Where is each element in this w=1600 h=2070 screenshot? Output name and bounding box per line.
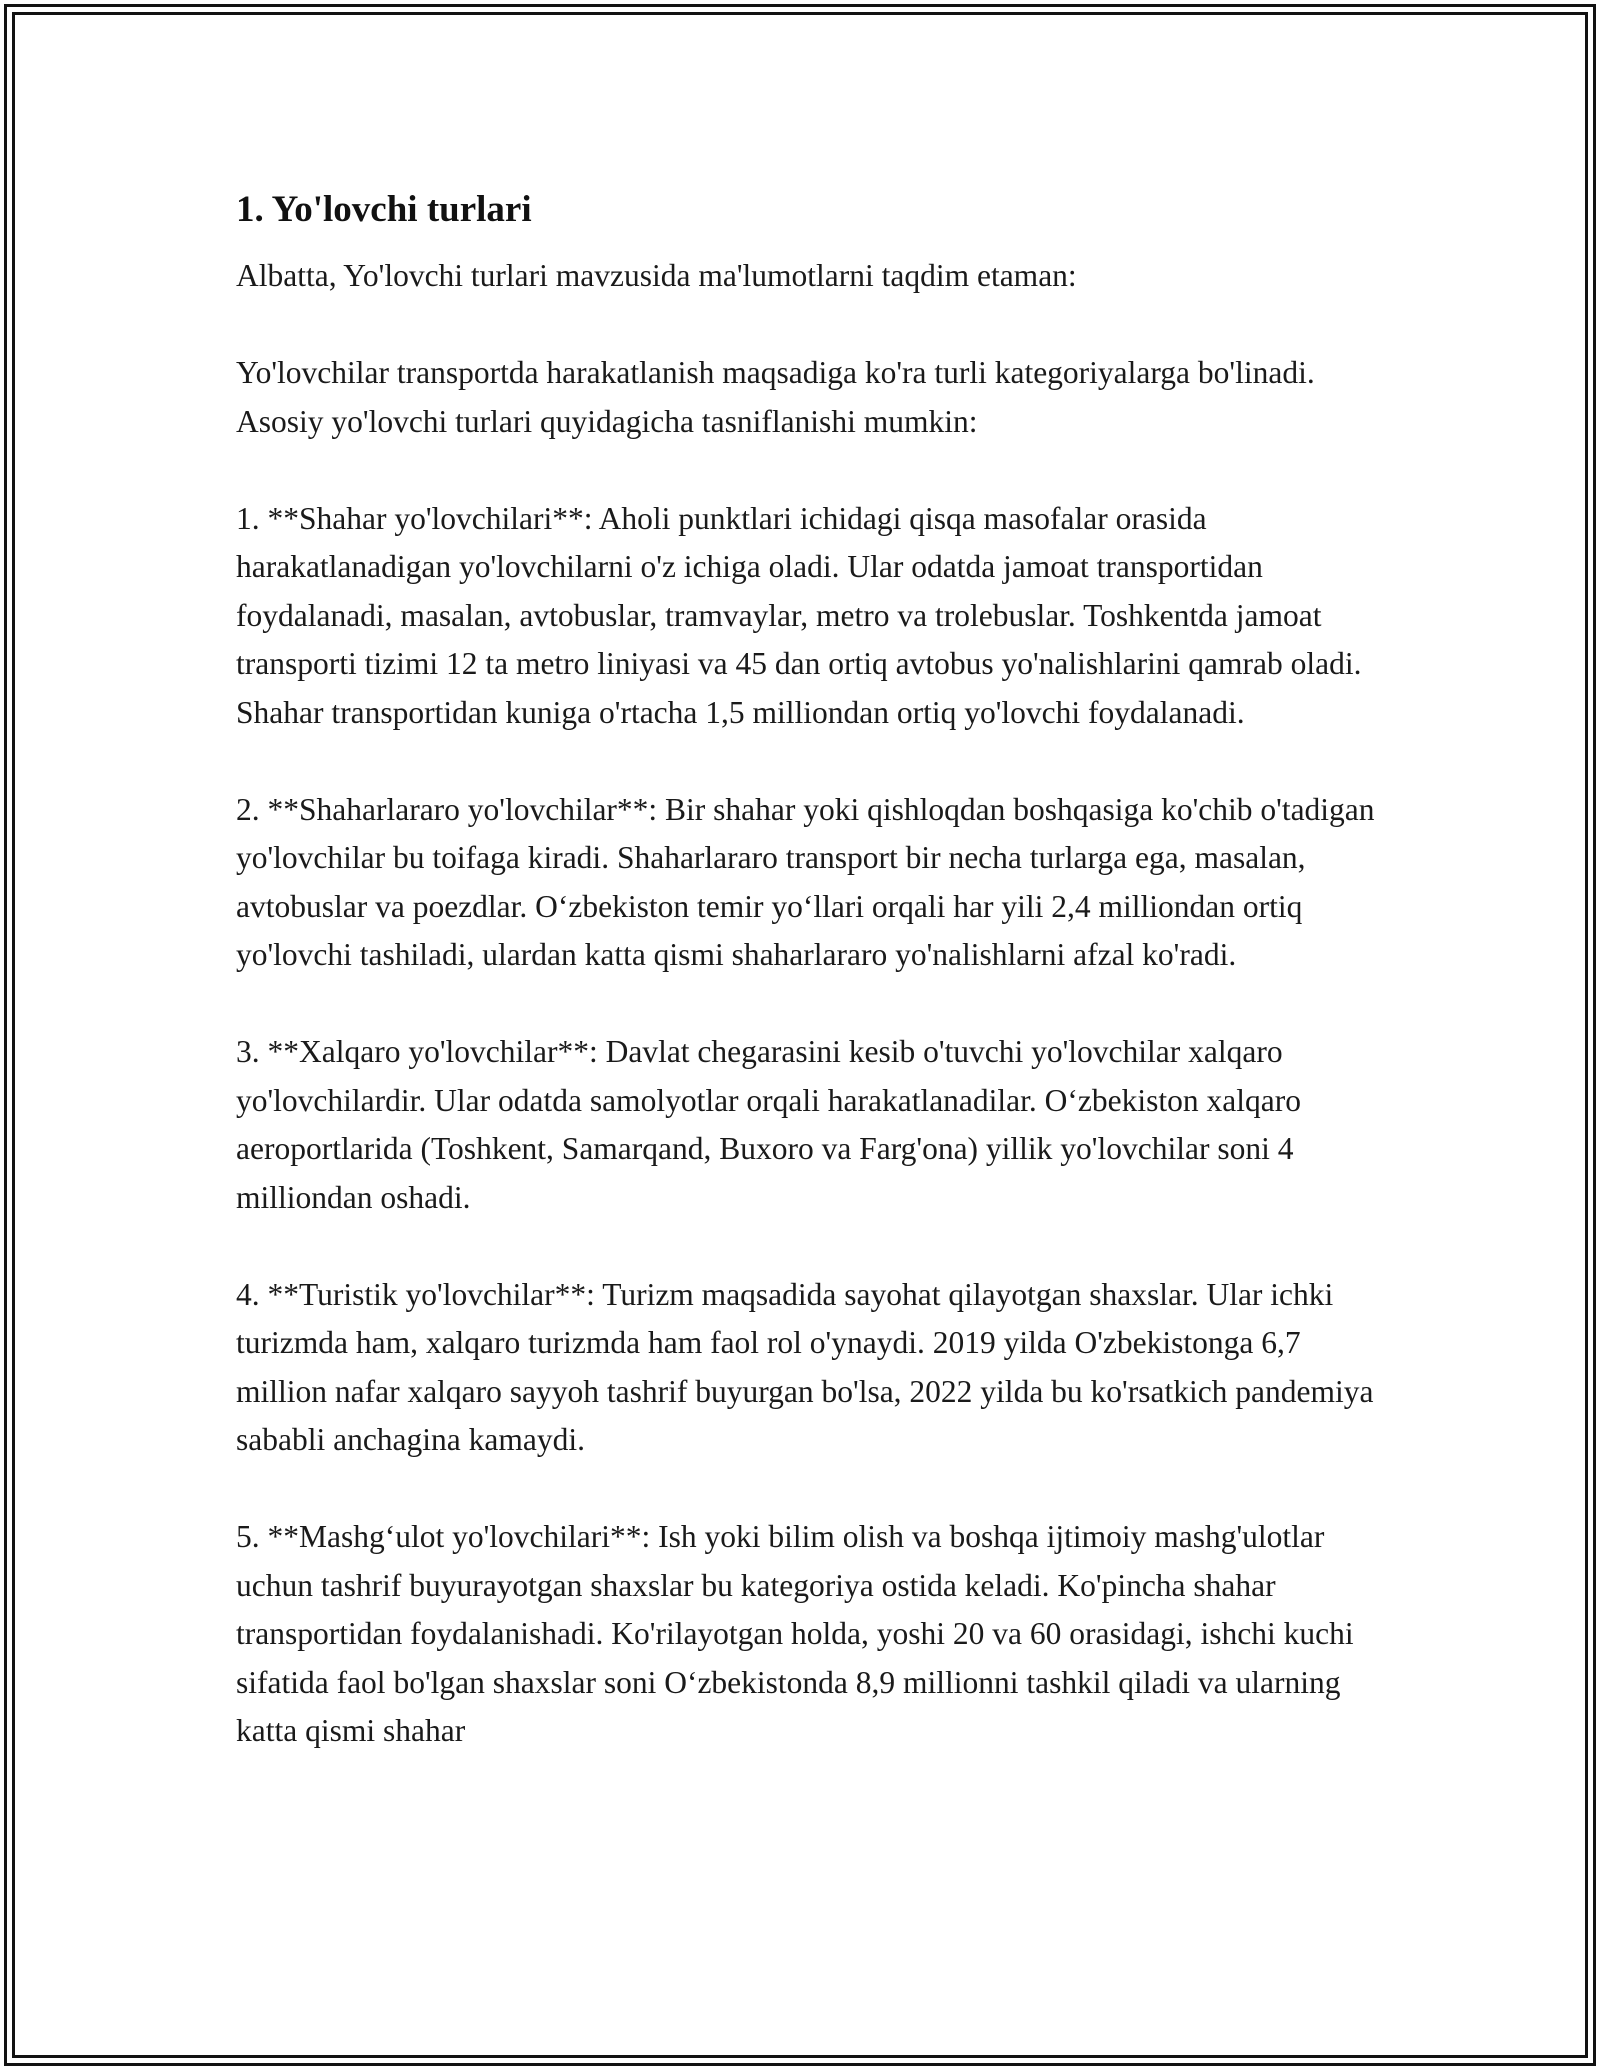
page-title: 1. Yo'lovchi turlari xyxy=(236,189,532,230)
international-passengers-paragraph: 3. **Xalqaro yo'lovchilar**: Davlat chegarasini kesib o'tuvchi yo'lovchilar xalqaro yo'lovchilardir. Ular odatda samolyotlar orqali harakatlanadilar. O‘zbekiston xalqaro aeroportlarida (Toshkent, Samarqand, Buxoro va Farg'ona) yillik yo'lovchilar soni 4 milliondan oshadi. xyxy=(236,1034,1301,1215)
urban-passengers-paragraph: 1. **Shahar yo'lovchilari**: Aholi punktlari ichidagi qisqa masofalar orasida harakatlanadigan yo'lovchilarni o'z ichiga oladi. Ular odatda jamoat transportidan foydalanadi, masalan, avtobuslar, tramvaylar, metro va trolebuslar. Toshkentda jamoat transporti tizimi 12 ta metro liniyasi va 45 dan ortiq avtobus yo'nalishlarini qamrab oladi. Shahar transportidan kuniga o'rtacha 1,5 milliondan ortiq yo'lovchi foydalanadi. xyxy=(236,500,1362,730)
intercity-passengers-paragraph: 2. **Shaharlararo yo'lovchilar**: Bir shahar yoki qishloqdan boshqasiga ko'chib o'tadigan yo'lovchilar bu toifaga kiradi. Shaharlararo transport bir necha turlarga ega, masalan, avtobuslar va poezdlar. O‘zbekiston temir yo‘llari orqali har yili 2,4 milliondan ortiq yo'lovchi tashiladi, ulardan katta qismi shaharlararo yo'nalishlarni afzal ko'radi. xyxy=(236,791,1375,972)
intro-paragraph: Albatta, Yo'lovchi turlari mavzusida ma'lumotlarni taqdim etaman: xyxy=(236,258,1077,293)
document-body xyxy=(236,186,1376,1756)
tourist-passengers-paragraph: 4. **Turistik yo'lovchilar**: Turizm maqsadida sayohat qilayotgan shaxslar. Ular ichki turizmda ham, xalqaro turizmda ham faol rol o'ynaydi. 2019 yilda O'zbekistonga 6,7 million nafar xalqaro sayyoh tashrif buyurgan bo'lsa, 2022 yilda bu ko'rsatkich pandemiya sababli anchagina kamaydi. xyxy=(236,1276,1374,1457)
commuter-passengers-paragraph: 5. **Mashg‘ulot yo'lovchilari**: Ish yoki bilim olish va boshqa ijtimoiy mashg'ulotlar uchun tashrif buyurayotgan shaxslar bu kategoriya ostida keladi. Ko'pincha shahar transportidan foydalanishadi. Ko'rilayotgan holda, yoshi 20 va 60 orasidagi, ishchi kuchi sifatida faol bo'lgan shaxslar soni O‘zbekistonda 8,9 millionni tashkil qiladi va ularning katta qismi shahar xyxy=(236,1519,1354,1748)
overview-paragraph: Yo'lovchilar transportda harakatlanish maqsadiga ko'ra turli kategoriyalarga bo'linadi. Asosiy yo'lovchi turlari quyidagicha tasniflanishi mumkin: xyxy=(236,355,1315,439)
